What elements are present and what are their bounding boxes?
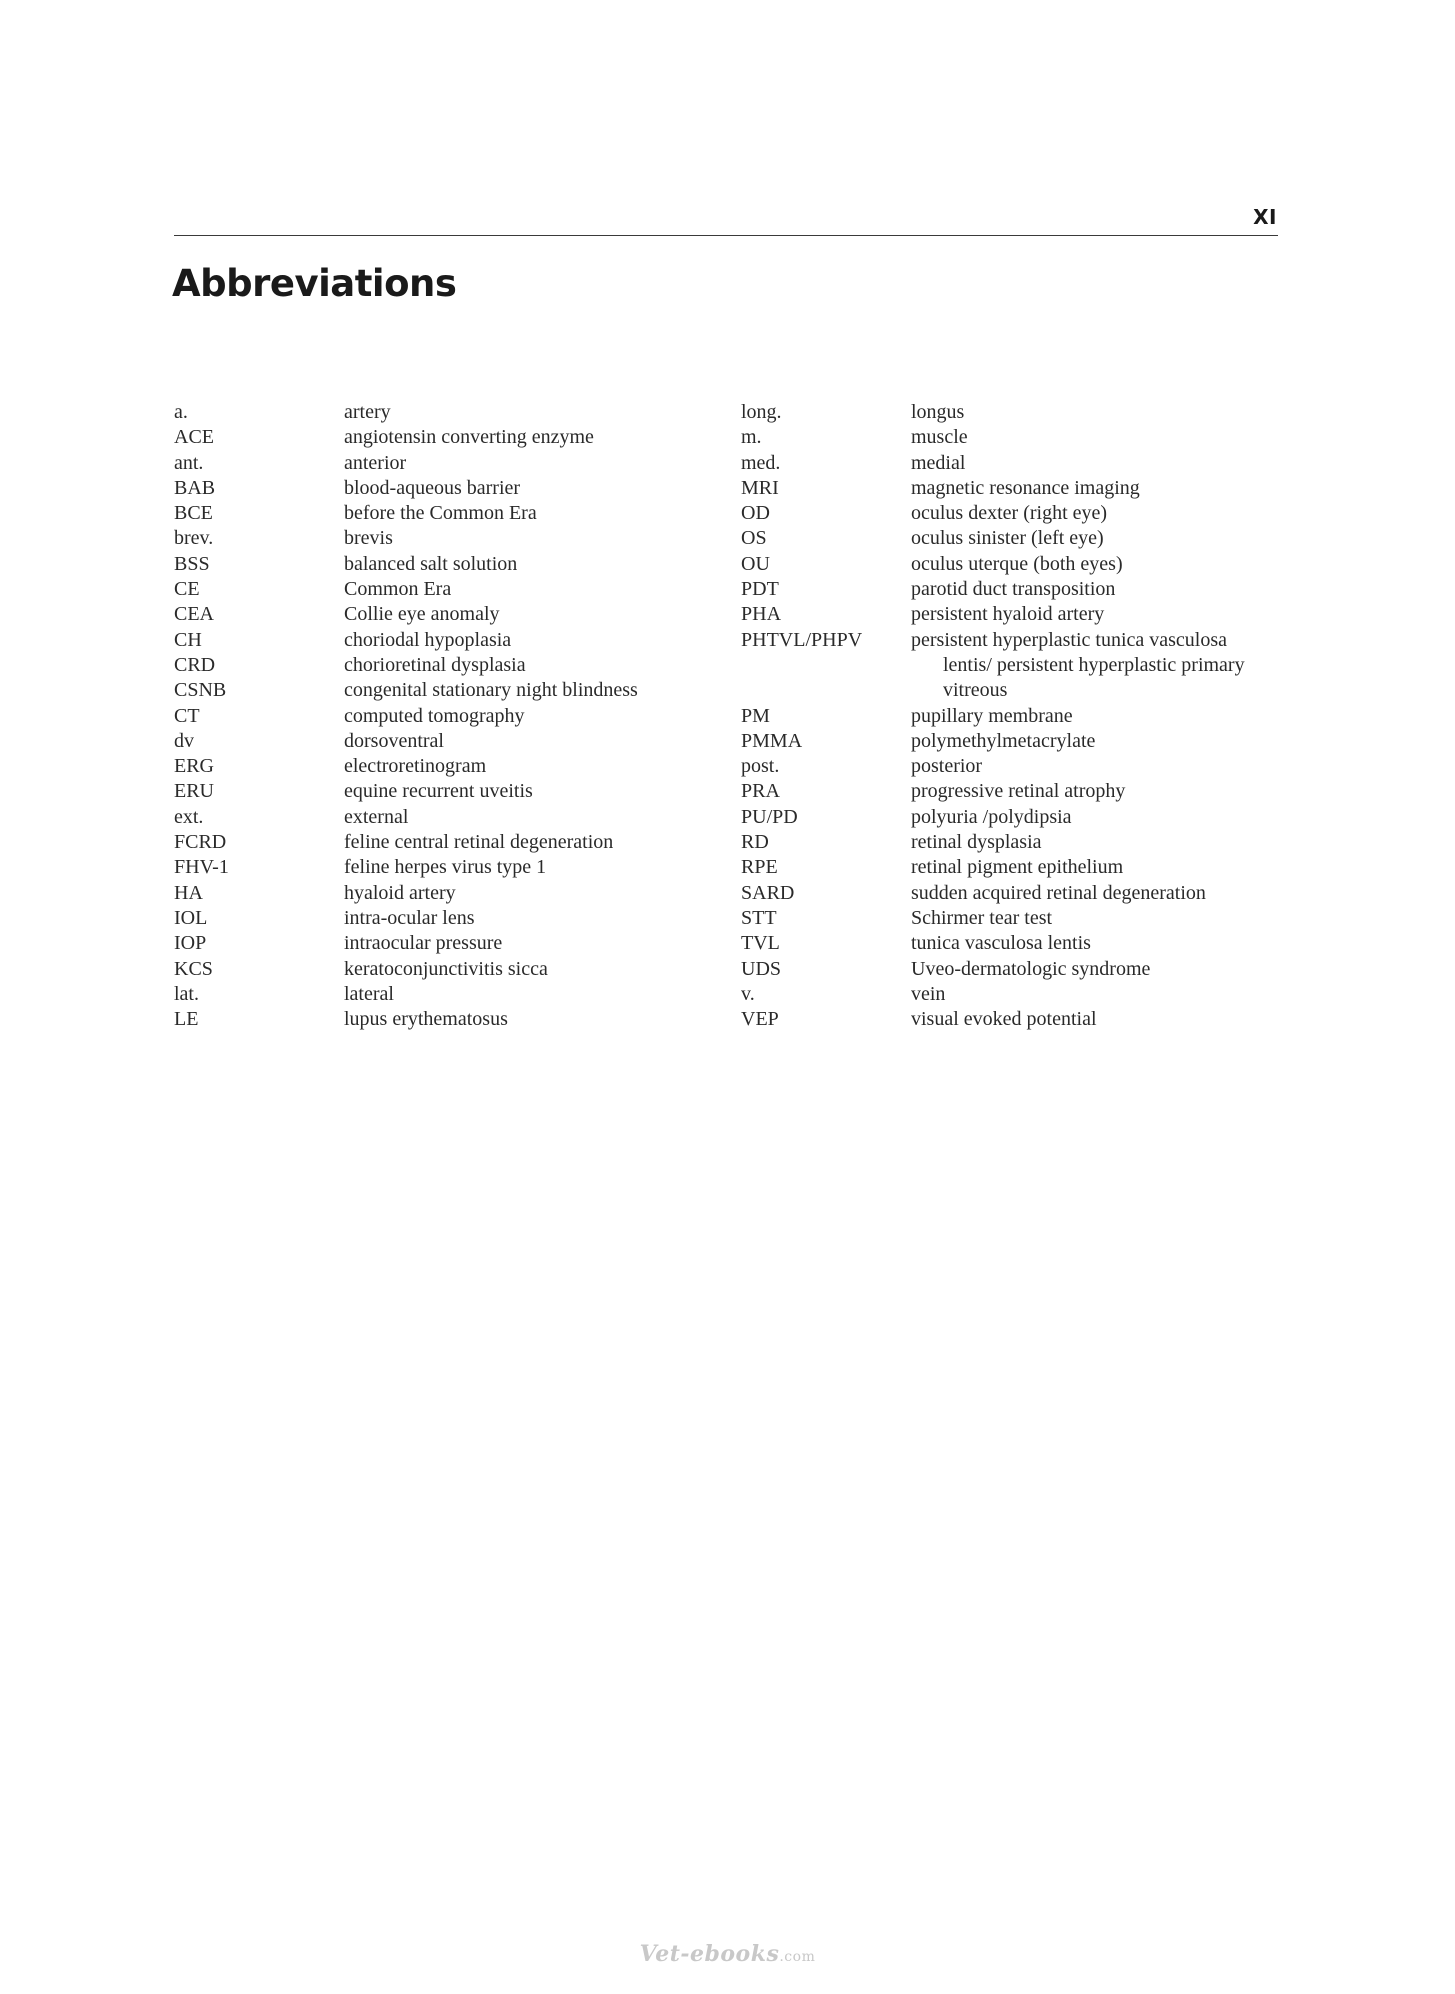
abbreviation-definition: [911, 577, 1301, 602]
definition-line: posterior: [911, 755, 983, 778]
abbreviation-definition: [911, 1007, 1301, 1032]
abbreviation-term: PDT: [741, 578, 779, 601]
definition-line: visual evoked potential: [911, 1008, 1097, 1031]
abbreviation-row: [174, 830, 734, 855]
abbreviation-row: [174, 805, 734, 830]
abbreviation-row: [741, 704, 1301, 729]
abbreviation-row: [174, 729, 734, 754]
abbreviation-definition: [911, 476, 1301, 501]
abbreviation-definition: [911, 602, 1301, 627]
definition-line: sudden acquired retinal degeneration: [911, 881, 1206, 904]
abbreviation-term: ant.: [174, 451, 204, 474]
abbreviation-row: [174, 931, 734, 956]
abbreviation-term: ERG: [174, 755, 214, 778]
abbreviation-term: BAB: [174, 476, 216, 499]
abbreviation-definition: [344, 805, 734, 830]
abbreviation-term: OU: [741, 552, 770, 575]
abbreviation-definition: [911, 754, 1301, 779]
definition-line: angiotensin converting enzyme: [344, 426, 594, 449]
abbreviation-term: lat.: [174, 982, 199, 1005]
abbreviation-row: [741, 729, 1301, 754]
abbreviation-definition: [344, 754, 734, 779]
definition-line: choriodal hypoplasia: [344, 628, 512, 651]
abbreviation-term: STT: [741, 906, 777, 929]
abbreviation-definition: [911, 982, 1301, 1007]
definition-line: progressive retinal atrophy: [911, 780, 1126, 803]
abbreviation-term: OS: [741, 527, 767, 550]
abbreviation-term: m.: [741, 426, 762, 449]
abbreviation-term: PRA: [741, 780, 780, 803]
abbreviation-definition: [911, 779, 1301, 804]
abbreviation-term: dv: [174, 729, 194, 752]
abbreviation-row: [174, 451, 734, 476]
abbreviation-definition: [344, 906, 734, 931]
abbreviation-term: CT: [174, 704, 200, 727]
definition-line: muscle: [911, 426, 968, 449]
abbreviation-term: OD: [741, 502, 770, 525]
abbreviation-definition: [344, 982, 734, 1007]
definition-line: parotid duct transposition: [911, 578, 1116, 601]
definition-line: Common Era: [344, 578, 452, 601]
abbreviation-row: [741, 805, 1301, 830]
abbreviation-row: [174, 602, 734, 627]
abbreviation-definition: [344, 830, 734, 855]
abbreviation-term: FHV-1: [174, 856, 229, 879]
abbreviation-term: UDS: [741, 957, 782, 980]
abbreviation-definition: [911, 931, 1301, 956]
abbreviation-term: ERU: [174, 780, 214, 803]
definition-line: vitreous: [943, 679, 1008, 702]
abbreviation-row: [174, 400, 734, 425]
abbreviation-row: [174, 501, 734, 526]
abbreviation-row: [174, 577, 734, 602]
definition-line: brevis: [344, 527, 393, 550]
definition-line: congenital stationary night blindness: [344, 679, 638, 702]
abbreviation-term: CEA: [174, 603, 214, 626]
definition-line: intra-ocular lens: [344, 906, 475, 929]
definition-line: blood-aqueous barrier: [344, 476, 521, 499]
abbreviation-definition: [911, 957, 1301, 982]
abbreviation-row: [741, 602, 1301, 627]
header-rule: [174, 235, 1278, 236]
abbreviation-row: [741, 754, 1301, 779]
abbreviation-row: [741, 501, 1301, 526]
definition-line: Schirmer tear test: [911, 906, 1053, 929]
abbreviation-definition: [911, 729, 1301, 754]
definition-line: longus: [911, 401, 965, 423]
definition-line: Uveo-dermatologic syndrome: [911, 957, 1151, 980]
definition-line: balanced salt solution: [344, 552, 518, 575]
abbreviation-row: [741, 476, 1301, 501]
definition-line: intraocular pressure: [344, 932, 503, 955]
definition-line: oculus sinister (left eye): [911, 527, 1104, 550]
abbreviation-term: ext.: [174, 805, 204, 828]
abbreviation-definition: [344, 400, 734, 425]
abbreviation-definition: [344, 577, 734, 602]
definition-line: Collie eye anomaly: [344, 603, 500, 626]
abbreviation-row: [174, 476, 734, 501]
page-number: XI: [1253, 205, 1277, 229]
abbreviation-row: [741, 400, 1301, 425]
abbreviation-row: [741, 982, 1301, 1007]
abbreviation-row: [174, 754, 734, 779]
abbreviation-definition: [344, 1007, 734, 1032]
definition-line: oculus uterque (both eyes): [911, 552, 1123, 575]
abbreviation-term: RPE: [741, 856, 778, 879]
abbreviation-row: [741, 1007, 1301, 1032]
abbreviation-row: [174, 678, 734, 703]
abbreviation-row: [174, 906, 734, 931]
watermark-logo: [0, 1941, 1455, 1967]
abbreviation-row: [741, 855, 1301, 880]
definition-line: anterior: [344, 451, 407, 474]
definition-line: persistent hyaloid artery: [911, 603, 1105, 626]
definition-line: persistent hyperplastic tunica vasculosa: [911, 628, 1228, 651]
abbreviation-definition: [344, 552, 734, 577]
abbreviation-row: [174, 957, 734, 982]
abbreviation-definition: [344, 678, 734, 703]
definition-line: tunica vasculosa lentis: [911, 932, 1091, 955]
abbreviation-definition: [344, 855, 734, 880]
abbreviation-term: long.: [741, 401, 782, 423]
abbreviation-term: IOL: [174, 906, 208, 929]
abbreviation-term: PHTVL/PHPV: [741, 628, 863, 651]
abbreviation-row: [741, 552, 1301, 577]
abbreviation-term: brev.: [174, 527, 214, 550]
abbreviation-definition: [911, 830, 1301, 855]
abbreviation-row: [174, 881, 734, 906]
abbreviation-definition: [344, 476, 734, 501]
definition-line: before the Common Era: [344, 502, 537, 525]
abbreviation-row: [174, 779, 734, 804]
abbreviation-term: CSNB: [174, 679, 227, 702]
abbreviation-row: [174, 704, 734, 729]
abbreviation-definition: [911, 881, 1301, 906]
definition-line: feline central retinal degeneration: [344, 831, 614, 854]
abbreviation-row: [741, 577, 1301, 602]
abbreviation-definition: [911, 704, 1301, 729]
definition-line: dorsoventral: [344, 729, 444, 752]
abbreviation-definition: [911, 552, 1301, 577]
watermark-suffix: .com: [779, 1949, 816, 1965]
abbreviation-term: post.: [741, 755, 780, 778]
abbreviation-definition: [344, 931, 734, 956]
abbreviation-term: a.: [174, 401, 188, 423]
abbreviation-term: KCS: [174, 957, 213, 980]
definition-line: lateral: [344, 982, 394, 1005]
abbreviation-row: [741, 779, 1301, 804]
abbreviation-definition: [911, 451, 1301, 476]
abbreviation-term: med.: [741, 451, 781, 474]
abbreviation-definition: [344, 779, 734, 804]
abbreviation-definition: [911, 906, 1301, 931]
abbreviation-row: [174, 1007, 734, 1032]
abbreviation-definition: [344, 881, 734, 906]
abbreviation-row: [741, 451, 1301, 476]
watermark-text: Vet-ebooks: [639, 1941, 780, 1967]
abbreviation-definition: [344, 526, 734, 551]
abbreviation-definition: [344, 704, 734, 729]
abbreviation-row: [174, 855, 734, 880]
abbreviation-definition: [911, 425, 1301, 450]
definition-line: artery: [344, 401, 391, 423]
definition-line: polymethylmetacrylate: [911, 729, 1096, 752]
abbreviation-row: [741, 628, 1301, 704]
abbreviation-term: PM: [741, 704, 770, 727]
abbreviation-definition: [344, 425, 734, 450]
abbreviation-definition: [344, 602, 734, 627]
abbreviation-row: [174, 425, 734, 450]
definition-line: polyuria /polydipsia: [911, 805, 1072, 828]
abbreviation-term: ACE: [174, 426, 214, 449]
definition-line: electroretinogram: [344, 755, 487, 778]
definition-line: retinal pigment epithelium: [911, 856, 1124, 879]
abbreviation-definition: [344, 957, 734, 982]
definition-line: equine recurrent uveitis: [344, 780, 533, 803]
definition-line: computed tomography: [344, 704, 525, 727]
definition-line: lentis/ persistent hyperplastic primary: [943, 653, 1245, 676]
abbreviation-term: IOP: [174, 932, 207, 955]
abbreviation-term: FCRD: [174, 831, 227, 854]
definition-line: chorioretinal dysplasia: [344, 653, 526, 676]
abbreviation-row: [174, 526, 734, 551]
definition-line: oculus dexter (right eye): [911, 502, 1108, 525]
abbreviation-definition: [911, 501, 1301, 526]
abbreviation-definition: [344, 729, 734, 754]
abbreviation-term: LE: [174, 1008, 199, 1031]
abbreviation-row: [174, 982, 734, 1007]
abbreviation-row: [741, 931, 1301, 956]
abbreviation-term: PHA: [741, 603, 782, 626]
abbreviation-term: BCE: [174, 502, 213, 525]
abbreviation-row: [741, 906, 1301, 931]
abbreviation-definition: [911, 400, 1301, 425]
abbreviation-definition: [344, 653, 734, 678]
abbreviation-term: CRD: [174, 653, 216, 676]
definition-line: retinal dysplasia: [911, 831, 1042, 854]
abbreviation-term: VEP: [741, 1008, 779, 1031]
definition-line: lupus erythematosus: [344, 1008, 508, 1031]
abbreviation-row: [741, 830, 1301, 855]
abbreviation-row: [174, 628, 734, 653]
abbreviation-term: CE: [174, 578, 200, 601]
definition-line: magnetic resonance imaging: [911, 476, 1140, 499]
definition-line: external: [344, 805, 409, 828]
abbreviation-row: [174, 653, 734, 678]
definition-line: feline herpes virus type 1: [344, 856, 547, 879]
abbreviation-term: SARD: [741, 881, 795, 904]
page-title: Abbreviations: [172, 262, 457, 305]
abbreviation-row: [741, 526, 1301, 551]
definition-line: keratoconjunctivitis sicca: [344, 957, 548, 980]
abbreviation-definition: [344, 501, 734, 526]
abbreviation-definition: [344, 451, 734, 476]
abbreviation-term: PU/PD: [741, 805, 798, 828]
definition-line: pupillary membrane: [911, 704, 1073, 727]
abbreviation-term: PMMA: [741, 729, 803, 752]
abbreviation-row: [741, 425, 1301, 450]
abbreviation-row: [741, 957, 1301, 982]
abbreviation-term: HA: [174, 881, 203, 904]
abbreviation-definition: [911, 526, 1301, 551]
definition-line: hyaloid artery: [344, 881, 456, 904]
abbreviation-term: v.: [741, 982, 755, 1005]
abbreviation-definition: [344, 628, 734, 653]
abbreviation-row: [741, 881, 1301, 906]
abbreviation-row: [174, 552, 734, 577]
definition-line: medial: [911, 451, 966, 474]
definition-line: vein: [911, 982, 946, 1005]
abbreviation-term: RD: [741, 831, 769, 854]
abbreviations-column-left: [174, 400, 734, 1032]
abbreviation-term: BSS: [174, 552, 210, 575]
abbreviation-term: MRI: [741, 476, 779, 499]
abbreviation-term: CH: [174, 628, 202, 651]
abbreviation-definition: [911, 855, 1301, 880]
abbreviation-definition: [911, 628, 1301, 704]
abbreviations-column-right: [741, 400, 1301, 1032]
abbreviation-term: TVL: [741, 932, 780, 955]
abbreviation-definition: [911, 805, 1301, 830]
